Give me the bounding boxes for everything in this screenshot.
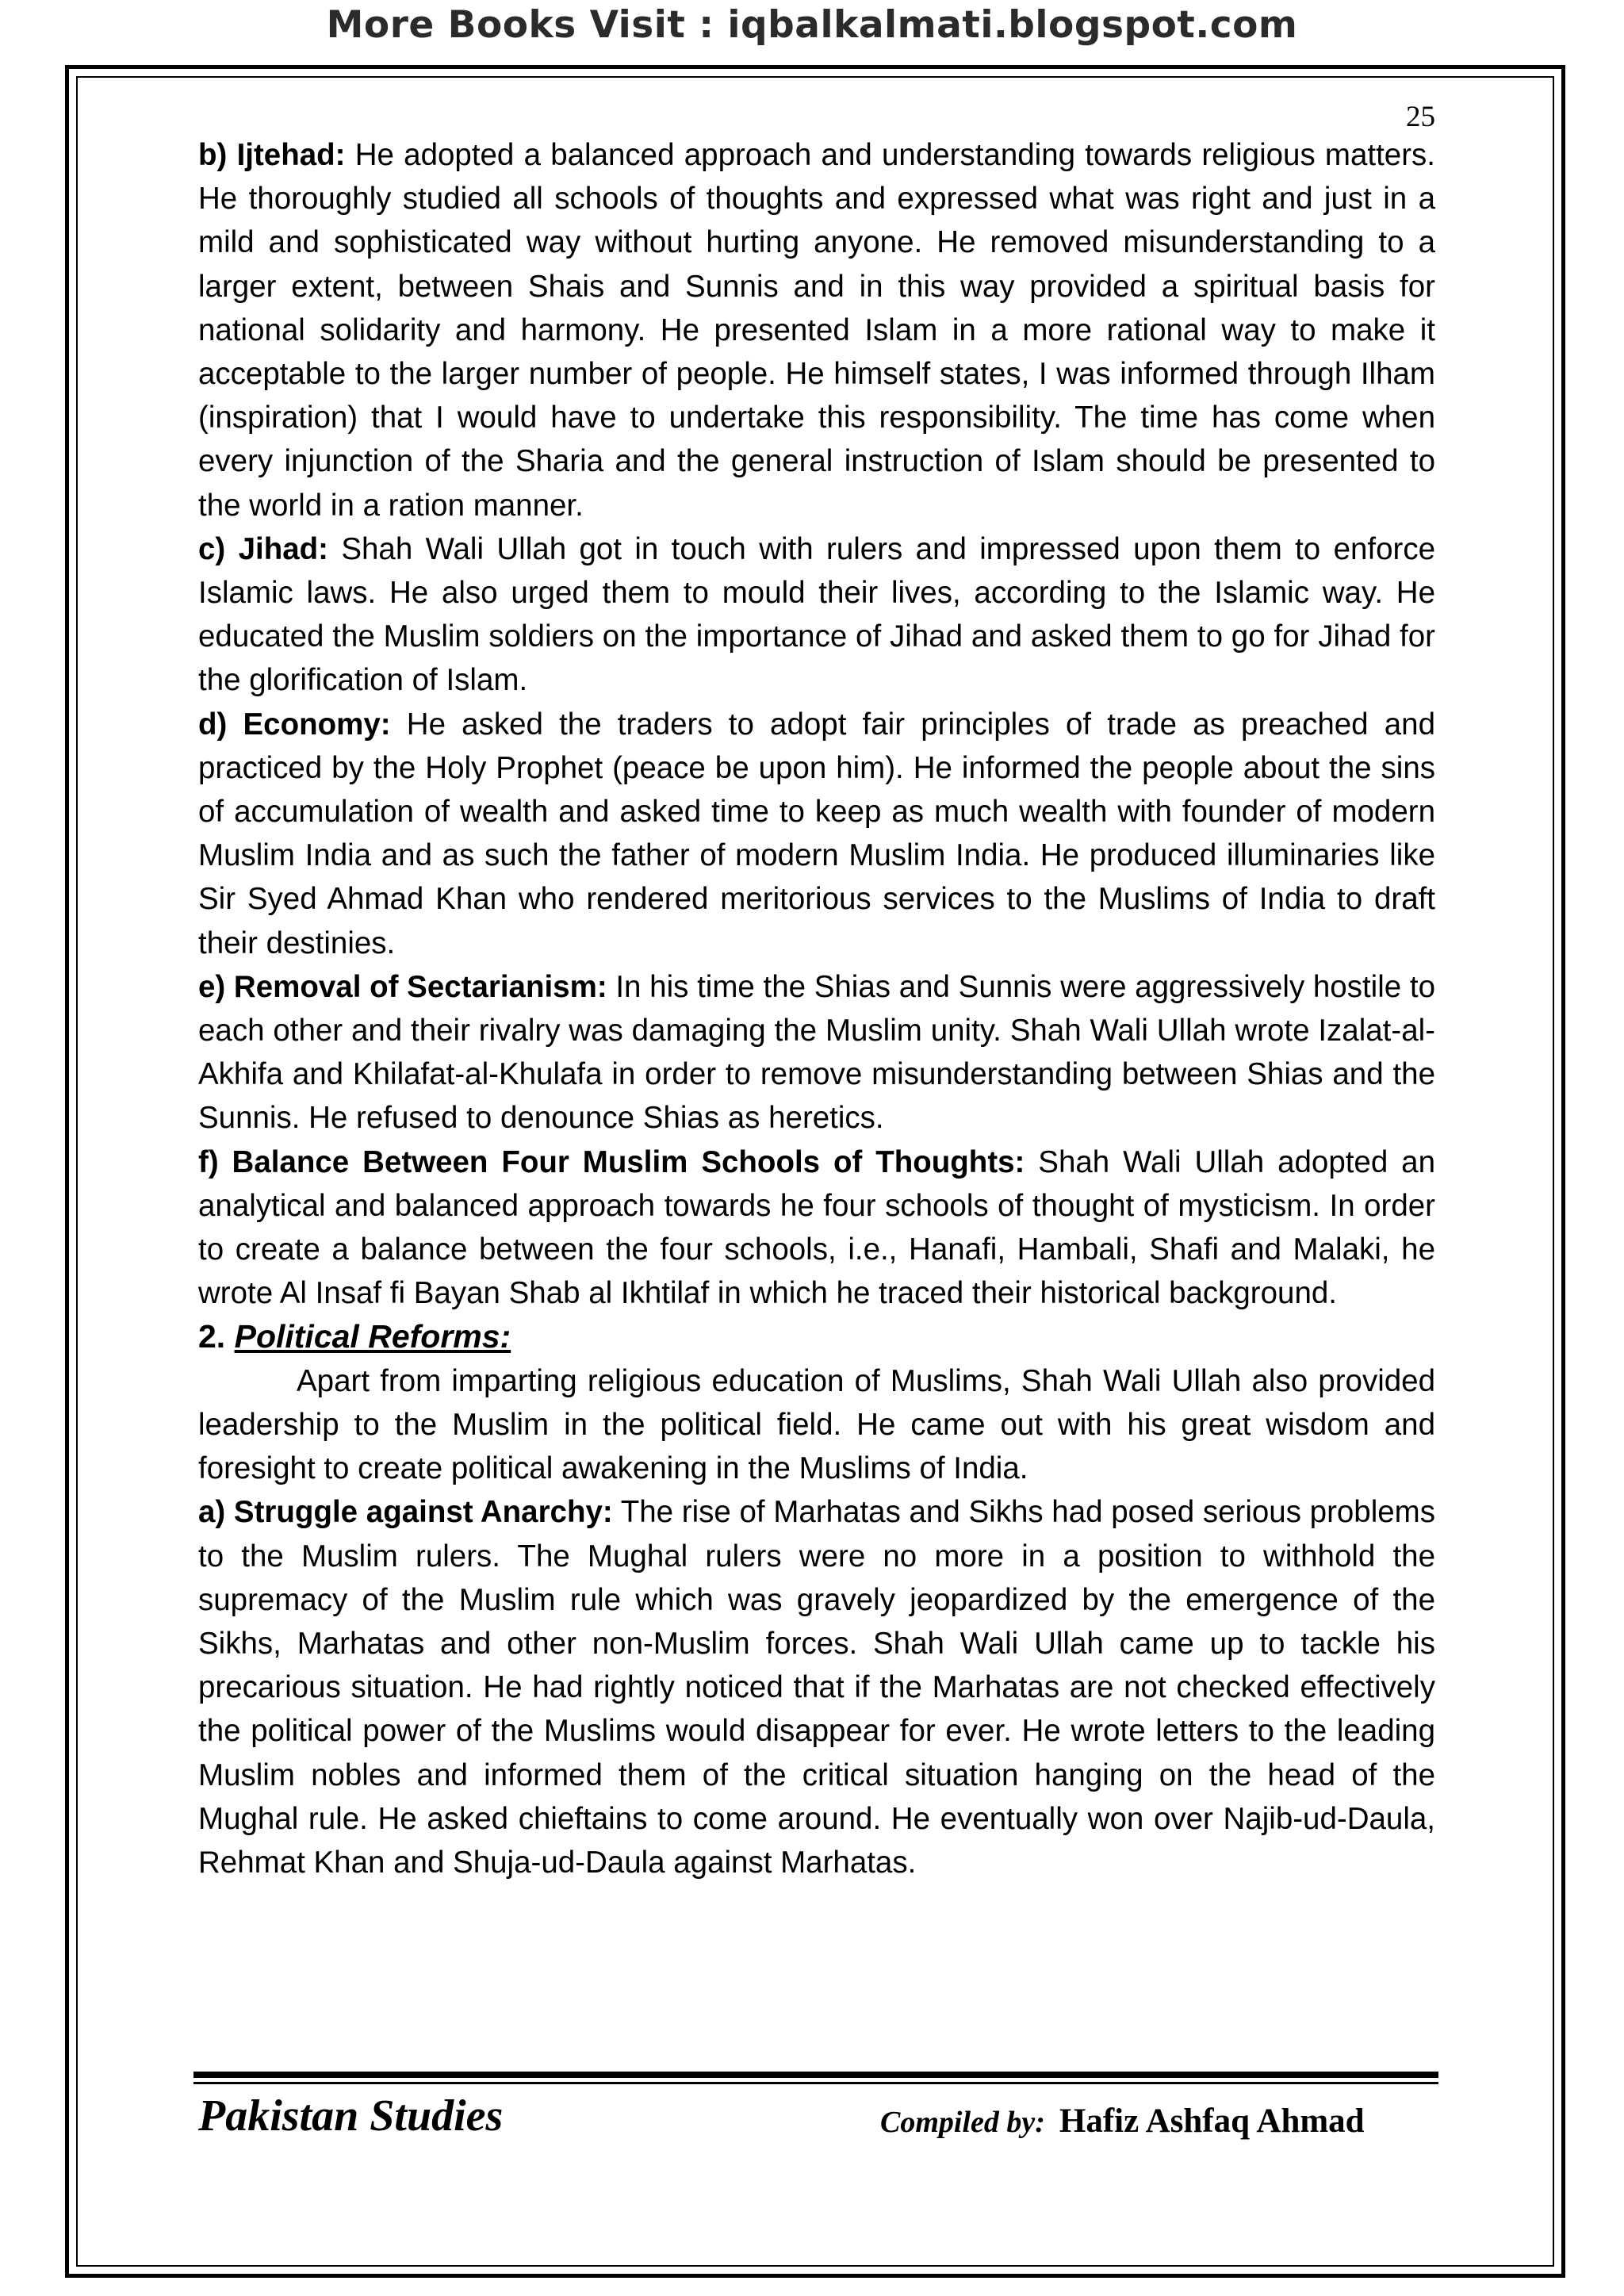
paragraph-label: a) Struggle against Anarchy: [198, 1495, 613, 1530]
paragraph-balance [198, 1140, 1435, 1316]
paragraph-label: c) Jihad: [198, 531, 328, 566]
paragraph-label: e) Removal of Sectarianism: [198, 969, 607, 1004]
paragraph-economy [198, 703, 1435, 965]
compiled-by [880, 2102, 1365, 2141]
page-number: 25 [1406, 101, 1435, 133]
paragraph-political-intro: Apart from imparting religious education of Muslims, Shah Wali Ullah also provided leadership to the Muslim in the political field. He came out with his great wisdom and foresight to create political awakening in the Muslims of India. [198, 1363, 1435, 1486]
paragraph-text: He adopted a balanced approach and understanding towards religious matters. He thoroughly studied all schools of thoughts and expressed what was right and just in a mild and sophisticated way without hurting anyone. He removed misunderstanding to a larger extent, between Shais and Sunnis and in this way provided a spiritual basis for national solidarity and harmony. He presented Islam in a more rational way to make it acceptable to the larger number of people. He himself states, I was informed through Ilham (inspiration) that I would have to undertake this responsibility. The time has come when every injunction of the Sharia and the general instruction of Islam should be presented to the world in a ration manner. [198, 138, 1435, 523]
book-title: Pakistan Studies [198, 2091, 504, 2141]
paragraph-jihad [198, 527, 1435, 703]
compiled-by-label: Compiled by: [880, 2106, 1045, 2139]
paragraph-sectarianism [198, 965, 1435, 1140]
paragraph-text: Shah Wali Ullah got in touch with rulers and impressed upon them to enforce Islamic laws. He also urged them to mould their lives, according to the Islamic way. He educated the Muslim soldiers on the importance of Jihad and asked them to go for Jihad for the glorification of Islam. [198, 531, 1435, 698]
author-name: Hafiz Ashfaq Ahmad [1059, 2102, 1365, 2140]
paragraph-label: f) Balance Between Four Muslim Schools of Thoughts: [198, 1144, 1025, 1179]
paragraph-text: Shah Wali Ullah adopted an analytical and balanced approach towards he four schools of thought of mysticism. In order to create a balance between the four schools, i.e., Hanafi, Hambali, Shafi and Malaki, he wrote Al Insaf fi Bayan Shab al Ikhtilaf in which he traced their historical background. [198, 1144, 1435, 1311]
section-title: Political Reforms: [234, 1318, 511, 1355]
footer-rule-thin [193, 2082, 1438, 2084]
paragraph-text: He asked the traders to adopt fair principles of trade as preached and practiced by the Holy Prophet (peace be upon him). He informed the people about the sins of accumulation of wealth and asked time to keep as much wealth with founder of modern Muslim India and as such the father of modern Muslim India. He produced illuminaries like Sir Syed Ahmad Khan who rendered meritorious services to the Muslims of India to draft their destinies. [198, 707, 1435, 960]
footer-rule-thick [193, 2072, 1438, 2078]
paragraph-anarchy [198, 1490, 1435, 1884]
paragraph-ijtehad [198, 133, 1435, 527]
section-heading-political [198, 1315, 1435, 1359]
section-number: 2. [198, 1318, 226, 1355]
paragraph-text: The rise of Marhatas and Sikhs had posed serious problems to the Muslim rulers. The Mughal rulers were no more in a position to withhold the supremacy of the Muslim rule which was gravely jeopardized by the emergence of the Sikhs, Marhatas and other non-Muslim forces. Shah Wali Ullah came up to tackle his precarious situation. He had rightly noticed that if the Marhatas are not checked effectively the political power of the Muslims would disappear for ever. He wrote letters to the leading Muslim nobles and informed them of the critical situation hanging on the head of the Mughal rule. He asked chieftains to come around. He eventually won over Najib-ud-Daula, Rehmat Khan and Shuja-ud-Daula against Marhatas. [198, 1495, 1436, 1880]
paragraph-label: b) Ijtehad: [198, 138, 346, 172]
page-body [198, 133, 1435, 1884]
site-banner: More Books Visit : iqbalkalmati.blogspot.com [326, 3, 1298, 47]
paragraph-label: d) Economy: [198, 707, 391, 742]
paragraph-text: In his time the Shias and Sunnis were aggressively hostile to each other and their rivalry was damaging the Muslim unity. Shah Wali Ullah wrote Izalat-al-Akhifa and Khilafat-al-Khulafa in order to remove misunderstanding between Shias and the Sunnis. He refused to denounce Shias as heretics. [198, 969, 1435, 1136]
